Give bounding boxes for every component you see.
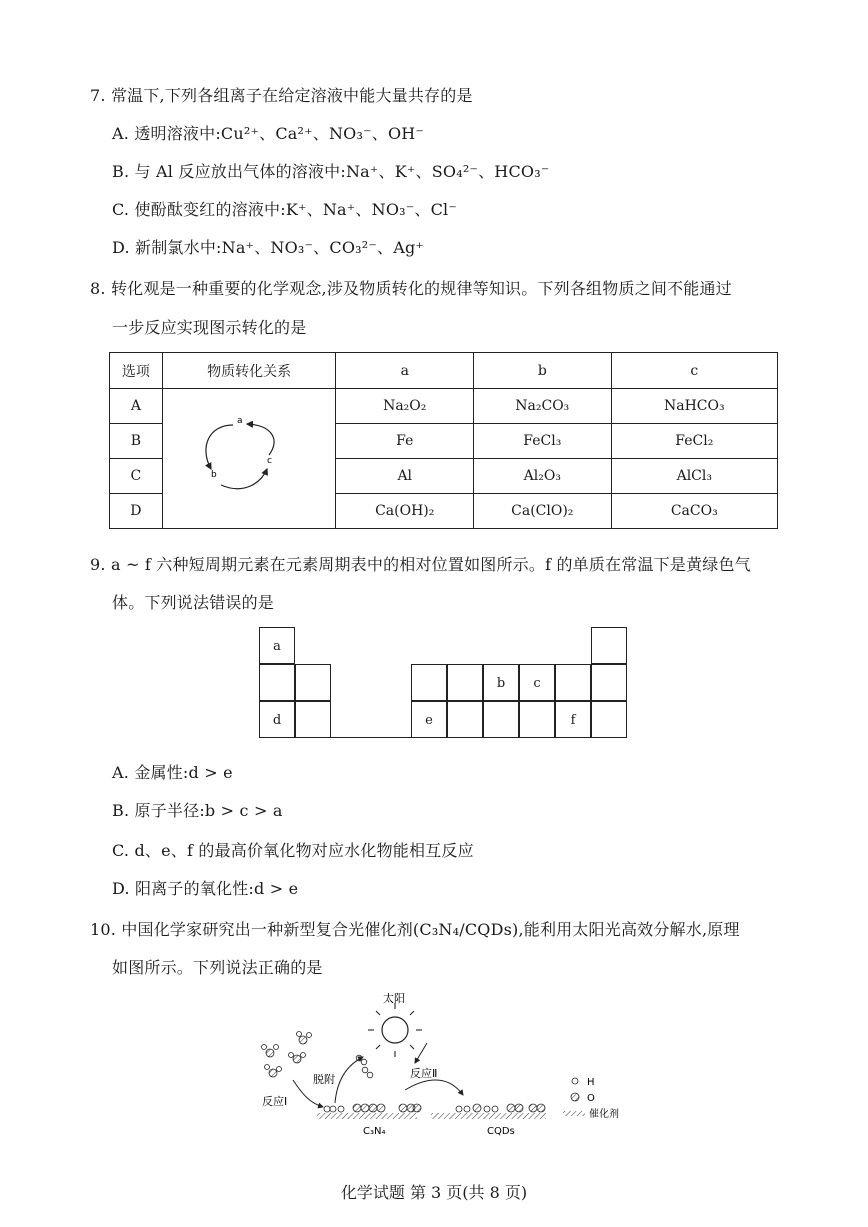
cell-empty xyxy=(591,664,627,701)
arrow-a-to-b xyxy=(206,425,233,469)
cell-empty xyxy=(259,664,295,701)
q9-option-a: A. 金属性:d > e xyxy=(112,763,233,782)
row-option: C xyxy=(110,459,163,494)
row-b: FeCl₃ xyxy=(474,424,612,459)
table-gap-line xyxy=(331,737,411,738)
q7-option-b: B. 与 Al 反应放出气体的溶液中:Na⁺、K⁺、SO₄²⁻、HCO₃⁻ xyxy=(112,162,550,181)
cqds-surface xyxy=(431,1113,546,1119)
header-a: a xyxy=(336,353,474,389)
row-c: CaCO₃ xyxy=(611,494,777,529)
row-a: Fe xyxy=(336,424,474,459)
photocatalysis-diagram xyxy=(255,985,645,1140)
arrow-c-to-a xyxy=(247,424,274,455)
row-b: Na₂CO₃ xyxy=(474,389,612,424)
cell-e: e xyxy=(411,701,447,738)
q9-stem-line1: 9. a ~ f 六种短周期元素在元素周期表中的相对位置如图所示。f 的单质在常温下是黄绿色气 xyxy=(90,555,751,574)
node-b-label: b xyxy=(211,469,217,480)
q7-option-d: D. 新制氯水中:Na⁺、NO₃⁻、CO₃²⁻、Ag⁺ xyxy=(112,238,425,257)
header-c: c xyxy=(611,353,777,389)
cell-empty xyxy=(483,701,519,738)
header-relation: 物质转化关系 xyxy=(162,353,336,389)
legend-o-label: O xyxy=(587,1093,595,1104)
reaction1-label: 反应Ⅰ xyxy=(262,1095,288,1108)
row-b: Al₂O₃ xyxy=(474,459,612,494)
cell-empty xyxy=(519,701,555,738)
adsorbed-molecules xyxy=(324,1104,545,1112)
cell-b: b xyxy=(483,664,519,701)
q9-stem-line2: 体。下列说法错误的是 xyxy=(112,593,275,612)
legend-h-label: H xyxy=(587,1077,595,1088)
header-b: b xyxy=(474,353,612,389)
cell-empty xyxy=(295,701,331,738)
q7-stem: 7. 常温下,下列各组离子在给定溶液中能大量共存的是 xyxy=(90,86,473,105)
legend-cat-label: 催化剂 xyxy=(589,1109,619,1120)
desorb-arrow xyxy=(335,1057,363,1103)
q8-stem-line2: 一步反应实现图示转化的是 xyxy=(112,318,307,337)
reaction2-arrow xyxy=(405,1080,463,1095)
row-c: NaHCO₃ xyxy=(611,389,777,424)
cell-f: f xyxy=(555,701,591,738)
q9-option-b: B. 原子半径:b > c > a xyxy=(112,801,283,820)
row-option: B xyxy=(110,424,163,459)
row-a: Na₂O₂ xyxy=(336,389,474,424)
periodic-table-fragment xyxy=(259,627,631,742)
table-row xyxy=(110,389,778,424)
cell-empty xyxy=(591,701,627,738)
row-c: FeCl₂ xyxy=(611,424,777,459)
reaction2-label: 反应Ⅱ xyxy=(410,1067,438,1080)
header-option: 选项 xyxy=(110,353,163,389)
cell-empty xyxy=(447,664,483,701)
cell-empty xyxy=(447,701,483,738)
c3n4-label: C₃N₄ xyxy=(363,1126,386,1137)
oxygen-legend-icon xyxy=(571,1093,579,1101)
cell-a: a xyxy=(259,627,295,664)
cell-d: d xyxy=(259,701,295,738)
q9-option-c: C. d、e、f 的最高价氧化物对应水化物能相互反应 xyxy=(112,841,474,860)
q8-stem-line1: 8. 转化观是一种重要的化学观念,涉及物质转化的规律等知识。下列各组物质之间不能通过 xyxy=(90,279,732,298)
row-option: A xyxy=(110,389,163,424)
cell-c: c xyxy=(519,664,555,701)
row-c: AlCl₃ xyxy=(611,459,777,494)
row-a: Al xyxy=(336,459,474,494)
q8-table xyxy=(109,352,778,529)
c3n4-surface xyxy=(317,1113,417,1119)
cell-empty xyxy=(591,627,627,664)
sun-label: 太阳 xyxy=(383,992,405,1005)
arrow-b-to-c xyxy=(221,469,267,489)
sun-icon xyxy=(368,1003,422,1057)
catalyst-legend-icon xyxy=(563,1111,585,1116)
page-footer: 化学试题 第 3 页(共 8 页) xyxy=(340,1183,528,1202)
node-a-label: a xyxy=(237,415,243,426)
cqds-label: CQDs xyxy=(487,1126,515,1137)
hydrogen-legend-icon xyxy=(572,1078,578,1084)
row-option: D xyxy=(110,494,163,529)
row-b: Ca(ClO)₂ xyxy=(474,494,612,529)
node-c-label: c xyxy=(267,455,273,466)
water-molecules xyxy=(262,1032,373,1078)
desorb-label: 脱附 xyxy=(313,1073,335,1086)
cell-empty xyxy=(295,664,331,701)
q9-option-d: D. 阳离子的氧化性:d > e xyxy=(112,879,299,898)
conversion-cycle-diagram xyxy=(189,397,309,517)
q7-option-a: A. 透明溶液中:Cu²⁺、Ca²⁺、NO₃⁻、OH⁻ xyxy=(112,124,425,143)
q10-stem-line2: 如图所示。下列说法正确的是 xyxy=(112,958,323,977)
cell-empty xyxy=(555,664,591,701)
row-a: Ca(OH)₂ xyxy=(336,494,474,529)
q7-option-c: C. 使酚酞变红的溶液中:K⁺、Na⁺、NO₃⁻、Cl⁻ xyxy=(112,200,457,219)
conversion-diagram-cell xyxy=(162,389,336,529)
table-header-row xyxy=(110,353,778,389)
cell-empty xyxy=(411,664,447,701)
light-arrow xyxy=(415,1043,427,1063)
q10-stem-line1: 10. 中国化学家研究出一种新型复合光催化剂(C₃N₄/CQDs),能利用太阳光高效分解水,原理 xyxy=(90,920,740,939)
